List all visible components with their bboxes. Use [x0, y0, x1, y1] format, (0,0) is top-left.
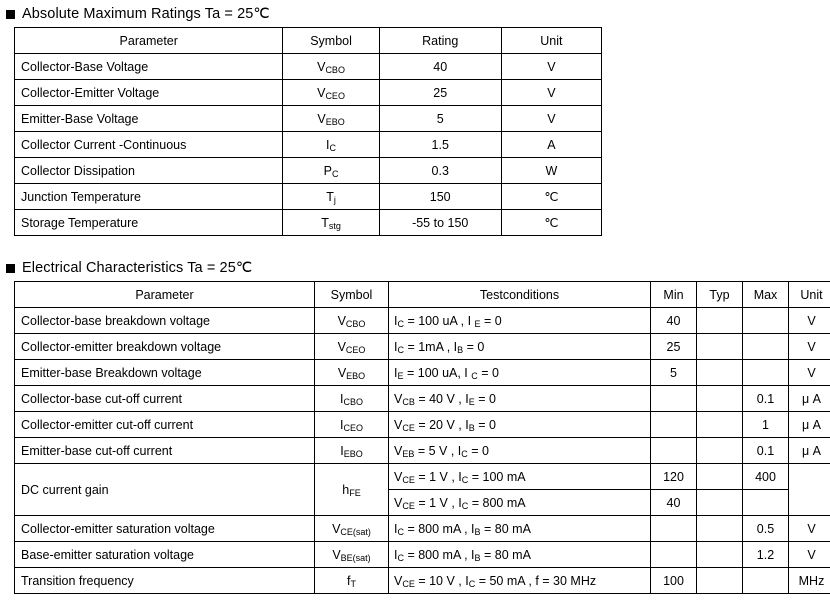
cell-unit: V — [789, 308, 830, 334]
cell-typ — [697, 412, 743, 438]
table-row — [15, 412, 830, 438]
cell-min — [651, 386, 697, 412]
table-row — [15, 210, 602, 236]
col-header-unit: Unit — [789, 282, 830, 308]
cell-typ — [697, 516, 743, 542]
cell-min: 40 — [651, 308, 697, 334]
cell-symbol: $V_{CBO}$ — [283, 54, 379, 80]
cell-testcondition: $I_C = 800$ mA , $I_B = 80$ mA — [389, 542, 651, 568]
cell-rating: 150 — [379, 184, 501, 210]
cell-min: 5 — [651, 360, 697, 386]
cell-parameter: Emitter-base cut-off current — [15, 438, 315, 464]
cell-parameter: Collector-Base Voltage — [15, 54, 283, 80]
cell-parameter: Emitter-Base Voltage — [15, 106, 283, 132]
cell-min: 120 — [651, 464, 697, 490]
table-row — [15, 360, 830, 386]
table-row — [15, 568, 830, 594]
cell-max: 400 — [743, 464, 789, 490]
abs-max-heading-text: Absolute Maximum Ratings Ta = 25℃ — [22, 6, 270, 22]
cell-rating: 40 — [379, 54, 501, 80]
cell-max: 1 — [743, 412, 789, 438]
table-row — [15, 438, 830, 464]
cell-parameter: Collector Current -Continuous — [15, 132, 283, 158]
electrical-characteristics-table — [14, 281, 830, 594]
cell-testcondition: $V_{CE} = 20$ V , $I_B = 0$ — [389, 412, 651, 438]
col-header-symbol: Symbol — [283, 28, 379, 54]
cell-symbol: $V_{CEO}$ — [315, 334, 389, 360]
cell-parameter: Base-emitter saturation voltage — [15, 542, 315, 568]
cell-max — [743, 334, 789, 360]
cell-rating: 1.5 — [379, 132, 501, 158]
cell-max: 0.5 — [743, 516, 789, 542]
table-row — [15, 542, 830, 568]
col-header-parameter: Parameter — [15, 282, 315, 308]
cell-testcondition: $I_C = 1mA$ , $I_B = 0$ — [389, 334, 651, 360]
cell-parameter: Emitter-base Breakdown voltage — [15, 360, 315, 386]
cell-typ — [697, 464, 743, 490]
table-row — [15, 158, 602, 184]
cell-min — [651, 516, 697, 542]
col-header-symbol: Symbol — [315, 282, 389, 308]
cell-unit: μ A — [789, 386, 830, 412]
cell-unit: μ A — [789, 438, 830, 464]
cell-symbol: $V_{EBO}$ — [315, 360, 389, 386]
col-header-unit: Unit — [501, 28, 601, 54]
cell-rating: 0.3 — [379, 158, 501, 184]
cell-typ — [697, 308, 743, 334]
cell-symbol: $V_{CBO}$ — [315, 308, 389, 334]
cell-symbol: $I_{CBO}$ — [315, 386, 389, 412]
electrical-heading-text: Electrical Characteristics Ta = 25℃ — [22, 260, 253, 276]
cell-parameter: Storage Temperature — [15, 210, 283, 236]
col-header-max: Max — [743, 282, 789, 308]
cell-testcondition: $I_E = 100$ uA, I $_C$ = 0 — [389, 360, 651, 386]
cell-min — [651, 542, 697, 568]
cell-rating: 5 — [379, 106, 501, 132]
cell-testcondition: $V_{CE} = 1$ V , $I_C = 100$ mA — [389, 464, 651, 490]
table-row — [15, 184, 602, 210]
table-row — [15, 334, 830, 360]
cell-testcondition: $V_{CB} = 40$ V , $I_E = 0$ — [389, 386, 651, 412]
cell-symbol: $I_{CEO}$ — [315, 412, 389, 438]
cell-unit: ℃ — [501, 184, 601, 210]
cell-testcondition: $V_{CE} = 10$ V , $I_C = 50$ mA , f = 30 MHz — [389, 568, 651, 594]
cell-unit: ℃ — [501, 210, 601, 236]
cell-parameter: Collector-emitter cut-off current — [15, 412, 315, 438]
table-header-row — [15, 282, 830, 308]
col-header-min: Min — [651, 282, 697, 308]
col-header-typ: Typ — [697, 282, 743, 308]
table-row — [15, 386, 830, 412]
cell-unit: V — [501, 80, 601, 106]
table-row — [15, 54, 602, 80]
cell-max — [743, 490, 789, 516]
cell-symbol: $V_{EBO}$ — [283, 106, 379, 132]
cell-max: 0.1 — [743, 438, 789, 464]
cell-parameter: Junction Temperature — [15, 184, 283, 210]
col-header-rating: Rating — [379, 28, 501, 54]
cell-rating: 25 — [379, 80, 501, 106]
table-row — [15, 516, 830, 542]
cell-parameter: Collector-emitter breakdown voltage — [15, 334, 315, 360]
cell-unit: V — [501, 106, 601, 132]
cell-symbol: $V_{CEO}$ — [283, 80, 379, 106]
table-row — [15, 106, 602, 132]
col-header-testconditions: Testconditions — [389, 282, 651, 308]
cell-max — [743, 568, 789, 594]
cell-parameter: DC current gain — [15, 464, 315, 516]
cell-parameter: Collector-emitter saturation voltage — [15, 516, 315, 542]
cell-symbol: $V_{BE(sat)}$ — [315, 542, 389, 568]
cell-parameter: Collector-Emitter Voltage — [15, 80, 283, 106]
cell-parameter: Transition frequency — [15, 568, 315, 594]
cell-typ — [697, 334, 743, 360]
cell-unit: MHz — [789, 568, 830, 594]
cell-rating: -55 to 150 — [379, 210, 501, 236]
cell-symbol: $V_{CE(sat)}$ — [315, 516, 389, 542]
cell-typ — [697, 438, 743, 464]
cell-unit: V — [501, 54, 601, 80]
absolute-maximum-ratings-table — [14, 27, 602, 236]
square-bullet-icon — [6, 264, 15, 273]
cell-symbol: $T_j$ — [283, 184, 379, 210]
cell-min: 25 — [651, 334, 697, 360]
cell-unit: μ A — [789, 412, 830, 438]
cell-min — [651, 412, 697, 438]
cell-min — [651, 438, 697, 464]
table-row — [15, 80, 602, 106]
table-row — [15, 308, 830, 334]
cell-testcondition: $V_{CE} = 1$ V , $I_C = 800$ mA — [389, 490, 651, 516]
cell-unit: A — [501, 132, 601, 158]
cell-unit — [789, 464, 830, 516]
cell-testcondition: $I_C = 800$ mA , $I_B = 80$ mA — [389, 516, 651, 542]
square-bullet-icon — [6, 10, 15, 19]
cell-symbol: $I_C$ — [283, 132, 379, 158]
cell-testcondition: $V_{EB} = 5$ V , $I_C = 0$ — [389, 438, 651, 464]
cell-min: 40 — [651, 490, 697, 516]
cell-parameter: Collector Dissipation — [15, 158, 283, 184]
cell-typ — [697, 490, 743, 516]
cell-typ — [697, 542, 743, 568]
col-header-parameter: Parameter — [15, 28, 283, 54]
cell-unit: W — [501, 158, 601, 184]
table-header-row — [15, 28, 602, 54]
cell-typ — [697, 386, 743, 412]
cell-max: 1.2 — [743, 542, 789, 568]
cell-testcondition: $I_C = 100$ uA , I $_E$ = 0 — [389, 308, 651, 334]
cell-symbol: $T_{stg}$ — [283, 210, 379, 236]
table-row — [15, 464, 830, 490]
abs-max-heading — [6, 6, 830, 22]
cell-unit: V — [789, 360, 830, 386]
cell-symbol: $h_{FE}$ — [315, 464, 389, 516]
cell-typ — [697, 360, 743, 386]
cell-unit: V — [789, 516, 830, 542]
cell-typ — [697, 568, 743, 594]
cell-max: 0.1 — [743, 386, 789, 412]
cell-parameter: Collector-base cut-off current — [15, 386, 315, 412]
cell-unit: V — [789, 542, 830, 568]
cell-parameter: Collector-base breakdown voltage — [15, 308, 315, 334]
cell-symbol: $P_C$ — [283, 158, 379, 184]
cell-symbol: $f_T$ — [315, 568, 389, 594]
electrical-heading — [6, 260, 830, 276]
table-row — [15, 132, 602, 158]
cell-max — [743, 308, 789, 334]
cell-unit: V — [789, 334, 830, 360]
cell-min: 100 — [651, 568, 697, 594]
cell-max — [743, 360, 789, 386]
cell-symbol: $I_{EBO}$ — [315, 438, 389, 464]
